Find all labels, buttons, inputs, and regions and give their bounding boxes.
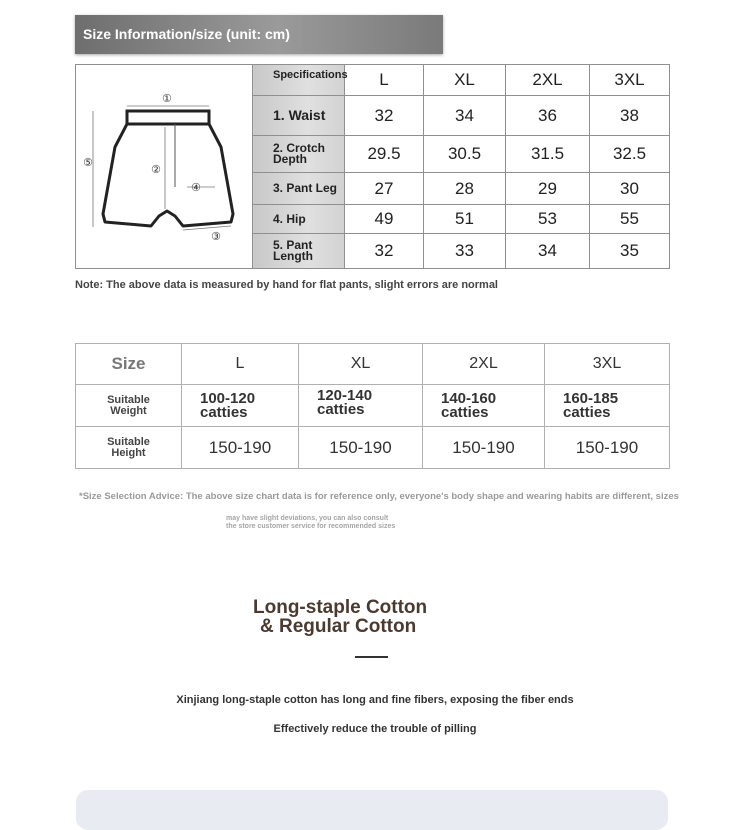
weight-cell: 160-185 catties xyxy=(545,385,670,427)
value-cell: 29 xyxy=(506,173,590,205)
fit-size-l: L xyxy=(182,344,299,385)
size-info-banner xyxy=(75,15,443,54)
marker-4: ④ xyxy=(191,181,201,194)
fit-size-2xl: 2XL xyxy=(423,344,545,385)
value-cell: 36 xyxy=(506,96,590,136)
marker-3: ③ xyxy=(211,230,221,243)
fit-size-xl: XL xyxy=(299,344,423,385)
shorts-measurement-diagram-icon xyxy=(79,69,249,259)
size-col-3xl: 3XL xyxy=(590,65,670,96)
height-cell: 150-190 xyxy=(545,427,670,469)
cotton-section-title: Long-staple Cotton & Regular Cotton xyxy=(253,597,428,637)
spec-header-label: Specifications xyxy=(253,65,345,96)
size-spec-table xyxy=(75,64,670,269)
bottom-panel xyxy=(76,790,668,830)
size-col-2xl: 2XL xyxy=(506,65,590,96)
height-cell: 150-190 xyxy=(182,427,299,469)
table-row xyxy=(76,385,670,427)
value-cell: 35 xyxy=(590,234,670,269)
value-cell: 55 xyxy=(590,205,670,234)
weight-cell: 100-120 catties xyxy=(182,385,299,427)
value-cell: 33 xyxy=(424,234,506,269)
size-col-xl: XL xyxy=(424,65,506,96)
cotton-description-2: Effectively reduce the trouble of pilling xyxy=(273,723,477,735)
value-cell: 49 xyxy=(345,205,424,234)
value-cell: 32 xyxy=(345,234,424,269)
value-cell: 30.5 xyxy=(424,136,506,173)
row-label-pant-length: 5. Pant Length xyxy=(253,234,345,269)
size-advice-line2: may have slight deviations, you can also consult the store customer service for recommended sizes xyxy=(226,515,396,530)
size-fit-table xyxy=(75,343,670,469)
value-cell: 30 xyxy=(590,173,670,205)
value-cell: 32 xyxy=(345,96,424,136)
fit-size-3xl: 3XL xyxy=(545,344,670,385)
row-label-hip: 4. Hip xyxy=(253,205,345,234)
value-cell: 34 xyxy=(506,234,590,269)
value-cell: 53 xyxy=(506,205,590,234)
measurement-note: Note: The above data is measured by hand for flat pants, slight errors are normal xyxy=(75,279,498,291)
marker-2: ② xyxy=(151,163,161,176)
row-label-waist: 1. Waist xyxy=(253,96,345,136)
weight-label: Suitable Weight xyxy=(76,385,182,427)
value-cell: 29.5 xyxy=(345,136,424,173)
size-advice-line1: *Size Selection Advice: The above size chart data is for reference only, everyone's body shape and wearing habits are different, sizes xyxy=(79,491,679,502)
weight-cell: 140-160 catties xyxy=(423,385,545,427)
row-label-crotch-depth: 2. Crotch Depth xyxy=(253,136,345,173)
size-info-title: Size Information/size (unit: cm) xyxy=(83,26,290,42)
height-cell: 150-190 xyxy=(299,427,423,469)
marker-5: ⑤ xyxy=(83,156,93,169)
value-cell: 27 xyxy=(345,173,424,205)
fit-size-label: Size xyxy=(76,344,182,385)
height-label: Suitable Height xyxy=(76,427,182,469)
shorts-diagram xyxy=(76,65,253,269)
section-divider xyxy=(355,656,388,658)
value-cell: 28 xyxy=(424,173,506,205)
weight-cell: 120-140 catties xyxy=(299,385,423,427)
value-cell: 32.5 xyxy=(590,136,670,173)
row-label-pant-leg: 3. Pant Leg xyxy=(253,173,345,205)
size-col-l: L xyxy=(345,65,424,96)
marker-1: ① xyxy=(162,92,172,105)
value-cell: 51 xyxy=(424,205,506,234)
value-cell: 38 xyxy=(590,96,670,136)
cotton-description-1: Xinjiang long-staple cotton has long and fine fibers, exposing the fiber ends xyxy=(176,694,574,706)
value-cell: 31.5 xyxy=(506,136,590,173)
value-cell: 34 xyxy=(424,96,506,136)
table-row xyxy=(76,427,670,469)
height-cell: 150-190 xyxy=(423,427,545,469)
